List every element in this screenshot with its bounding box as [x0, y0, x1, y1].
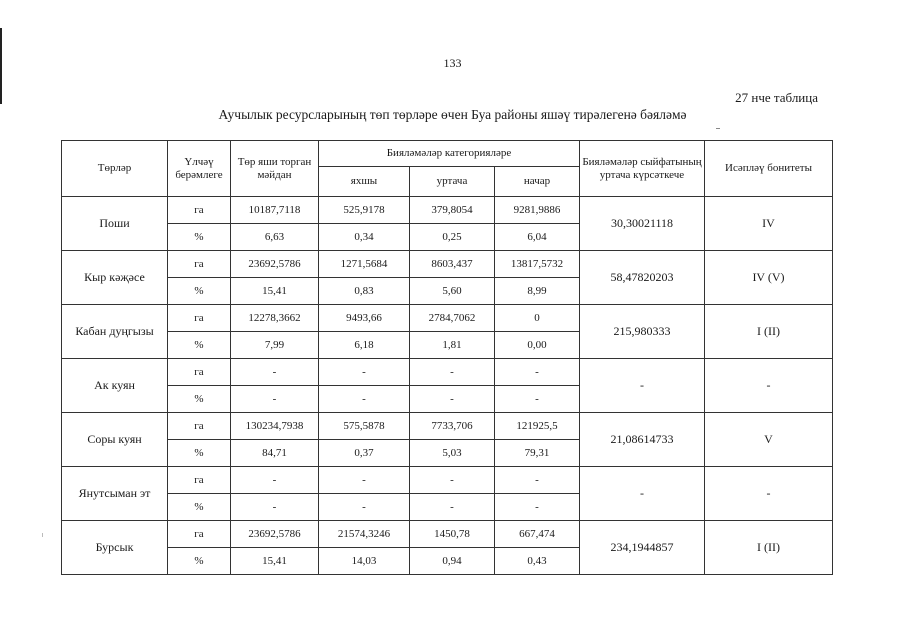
- avg-quality-cell: 58,47820203: [580, 251, 705, 305]
- stray-mark: [716, 128, 720, 129]
- header-types: Төрләр: [62, 141, 168, 197]
- poor-ha-cell: 9281,9886: [495, 197, 580, 224]
- habitat-area-ha-cell: 12278,3662: [231, 305, 319, 332]
- good-pct-cell: -: [319, 494, 410, 521]
- header-good: яхшы: [319, 167, 410, 197]
- header-poor: начар: [495, 167, 580, 197]
- margin-tick: [42, 533, 43, 537]
- page-number: 133: [443, 56, 462, 70]
- habitat-area-pct-cell: 84,71: [231, 440, 319, 467]
- poor-ha-cell: 13817,5732: [495, 251, 580, 278]
- bonitet-cell: I (II): [705, 305, 833, 359]
- bonitet-cell: I (II): [705, 521, 833, 575]
- bonitet-cell: IV (V): [705, 251, 833, 305]
- avg-quality-cell: 215,980333: [580, 305, 705, 359]
- unit-pct-cell: %: [168, 494, 231, 521]
- header-average: уртача: [410, 167, 495, 197]
- unit-pct-cell: %: [168, 548, 231, 575]
- table-row: [62, 521, 833, 548]
- avg-quality-cell: 234,1944857: [580, 521, 705, 575]
- header-bonitet: Исәпләү бонитеты: [705, 141, 833, 197]
- good-pct-cell: 0,83: [319, 278, 410, 305]
- unit-pct-cell: %: [168, 332, 231, 359]
- average-pct-cell: 5,03: [410, 440, 495, 467]
- species-name: Соры куян: [62, 413, 168, 467]
- habitat-area-pct-cell: 6,63: [231, 224, 319, 251]
- habitat-area-ha-cell: 10187,7118: [231, 197, 319, 224]
- poor-pct-cell: -: [495, 386, 580, 413]
- poor-pct-cell: 8,99: [495, 278, 580, 305]
- average-ha-cell: 2784,7062: [410, 305, 495, 332]
- species-name: Кабан дуңгызы: [62, 305, 168, 359]
- average-pct-cell: 0,94: [410, 548, 495, 575]
- habitat-assessment-table: [61, 140, 833, 575]
- bonitet-cell: -: [705, 467, 833, 521]
- good-pct-cell: 0,37: [319, 440, 410, 467]
- unit-ha-cell: га: [168, 359, 231, 386]
- table-row: [62, 197, 833, 224]
- good-ha-cell: -: [319, 467, 410, 494]
- average-ha-cell: 1450,78: [410, 521, 495, 548]
- good-ha-cell: 575,5878: [319, 413, 410, 440]
- avg-quality-cell: -: [580, 467, 705, 521]
- good-pct-cell: 14,03: [319, 548, 410, 575]
- table-row: [62, 305, 833, 332]
- average-ha-cell: 379,8054: [410, 197, 495, 224]
- average-ha-cell: 8603,437: [410, 251, 495, 278]
- unit-pct-cell: %: [168, 386, 231, 413]
- habitat-area-ha-cell: 130234,7938: [231, 413, 319, 440]
- unit-ha-cell: га: [168, 521, 231, 548]
- unit-ha-cell: га: [168, 251, 231, 278]
- bonitet-cell: -: [705, 359, 833, 413]
- habitat-area-pct-cell: -: [231, 386, 319, 413]
- good-pct-cell: 0,34: [319, 224, 410, 251]
- habitat-area-ha-cell: 23692,5786: [231, 521, 319, 548]
- unit-ha-cell: га: [168, 413, 231, 440]
- avg-quality-cell: 21,08614733: [580, 413, 705, 467]
- average-ha-cell: -: [410, 467, 495, 494]
- poor-ha-cell: 121925,5: [495, 413, 580, 440]
- habitat-area-ha-cell: -: [231, 467, 319, 494]
- poor-pct-cell: -: [495, 494, 580, 521]
- poor-ha-cell: 667,474: [495, 521, 580, 548]
- poor-pct-cell: 0,43: [495, 548, 580, 575]
- good-ha-cell: 21574,3246: [319, 521, 410, 548]
- unit-pct-cell: %: [168, 278, 231, 305]
- avg-quality-cell: 30,30021118: [580, 197, 705, 251]
- average-pct-cell: 0,25: [410, 224, 495, 251]
- good-pct-cell: -: [319, 386, 410, 413]
- habitat-area-pct-cell: -: [231, 494, 319, 521]
- unit-pct-cell: %: [168, 224, 231, 251]
- document-title: Аучылык ресурсларының төп төрләре өчен Буа районы яшәү тирәлегенә бәяләмә: [218, 107, 687, 122]
- table-body: [62, 197, 833, 575]
- habitat-area-pct-cell: 7,99: [231, 332, 319, 359]
- average-pct-cell: -: [410, 386, 495, 413]
- poor-pct-cell: 6,04: [495, 224, 580, 251]
- poor-pct-cell: 0,00: [495, 332, 580, 359]
- good-ha-cell: 9493,66: [319, 305, 410, 332]
- table-row: [62, 359, 833, 386]
- unit-ha-cell: га: [168, 197, 231, 224]
- avg-quality-cell: -: [580, 359, 705, 413]
- unit-ha-cell: га: [168, 467, 231, 494]
- good-ha-cell: 1271,5684: [319, 251, 410, 278]
- habitat-area-pct-cell: 15,41: [231, 278, 319, 305]
- header-avg-quality: Бияләмәләр сыйфатының уртача күрсәткече: [580, 141, 705, 197]
- table-row: [62, 413, 833, 440]
- good-pct-cell: 6,18: [319, 332, 410, 359]
- species-name: Поши: [62, 197, 168, 251]
- poor-ha-cell: 0: [495, 305, 580, 332]
- average-ha-cell: -: [410, 359, 495, 386]
- table-label: 27 нче таблица: [735, 90, 818, 105]
- good-ha-cell: -: [319, 359, 410, 386]
- habitat-area-ha-cell: 23692,5786: [231, 251, 319, 278]
- header-habitat-area: Төр яши торган мәйдан: [231, 141, 319, 197]
- poor-ha-cell: -: [495, 467, 580, 494]
- species-name: Янутсыман эт: [62, 467, 168, 521]
- bonitet-cell: IV: [705, 197, 833, 251]
- poor-ha-cell: -: [495, 359, 580, 386]
- poor-pct-cell: 79,31: [495, 440, 580, 467]
- unit-ha-cell: га: [168, 305, 231, 332]
- species-name: Кыр кәҗәсе: [62, 251, 168, 305]
- table-row: [62, 467, 833, 494]
- unit-pct-cell: %: [168, 440, 231, 467]
- bonitet-cell: V: [705, 413, 833, 467]
- good-ha-cell: 525,9178: [319, 197, 410, 224]
- species-name: Бурсык: [62, 521, 168, 575]
- average-ha-cell: 7733,706: [410, 413, 495, 440]
- average-pct-cell: -: [410, 494, 495, 521]
- table-row: [62, 251, 833, 278]
- habitat-area-ha-cell: -: [231, 359, 319, 386]
- header-categories: Бияләмәләр категорияләре: [319, 141, 580, 167]
- average-pct-cell: 5,60: [410, 278, 495, 305]
- header-unit: Үлчәү берәмлеге: [168, 141, 231, 197]
- average-pct-cell: 1,81: [410, 332, 495, 359]
- species-name: Ак куян: [62, 359, 168, 413]
- habitat-area-pct-cell: 15,41: [231, 548, 319, 575]
